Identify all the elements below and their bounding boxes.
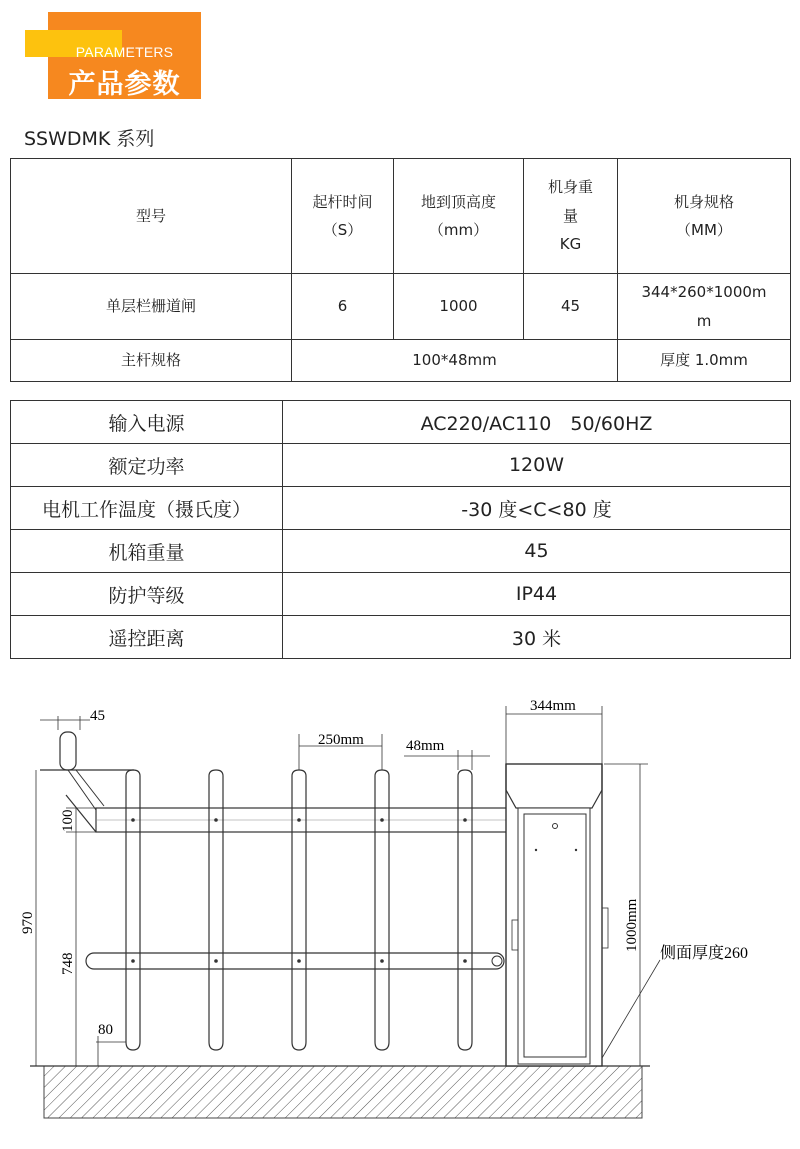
cell-weight: 45 [524,274,618,340]
param-name: 防护等级 [11,573,283,616]
param-value: AC220/AC110 50/60HZ [283,401,791,444]
param-value: 30 米 [283,616,791,659]
header-size: 机身规格 （MM） [618,159,791,274]
dim-748-label: 748 [60,952,76,975]
param-row [11,530,791,573]
param-value: 120W [283,444,791,487]
rod-row [11,340,791,382]
ground-hatch [44,1066,642,1118]
lower-bar [86,953,504,969]
spec-data-row [11,274,791,340]
header-model: 型号 [11,159,292,274]
cell-size: 344*260*1000m m [618,274,791,340]
param-row [11,401,791,444]
cell-height: 1000 [394,274,524,340]
dim-970-label: 970 [20,911,36,934]
dim-80-label: 80 [98,1022,113,1038]
param-row [11,444,791,487]
param-name: 输入电源 [11,401,283,444]
header-weight: 机身重 量 KG [524,159,618,274]
side-thickness-note: 侧面厚度260 [660,945,749,962]
param-table [10,400,791,659]
spec-header-row [11,159,791,274]
header-subtitle: PARAMETERS [75,44,174,60]
series-title: SSWDMK 系列 [24,128,155,150]
dim-344-label: 344mm [530,698,576,714]
param-row [11,487,791,530]
param-value: 45 [283,530,791,573]
dim-100-label: 100 [60,809,76,832]
param-name: 机箱重量 [11,530,283,573]
cell-model: 单层栏栅道闸 [11,274,292,340]
param-name: 额定功率 [11,444,283,487]
param-name: 电机工作温度（摄氏度） [11,487,283,530]
cell-rod-thickness: 厚度 1.0mm [618,340,791,382]
header-title: 产品参数 [68,69,181,100]
param-name: 遥控距离 [11,616,283,659]
param-value: -30 度<C<80 度 [283,487,791,530]
dim-1000-label: 1000mm [624,898,640,952]
param-row [11,616,791,659]
param-value: IP44 [283,573,791,616]
cell-rod-label: 主杆规格 [11,340,292,382]
param-row [11,573,791,616]
dim-48-label: 48mm [406,738,445,754]
header-height: 地到顶高度 （mm） [394,159,524,274]
cell-lift-time: 6 [292,274,394,340]
dim-45-label: 45 [90,708,105,724]
barrier-gate-drawing [0,690,800,1149]
cell-rod-size: 100*48mm [292,340,618,382]
header-lift-time: 起杆时间 （S） [292,159,394,274]
spec-table [10,158,791,382]
pivot-arm [60,732,76,770]
dim-250-label: 250mm [318,732,364,748]
